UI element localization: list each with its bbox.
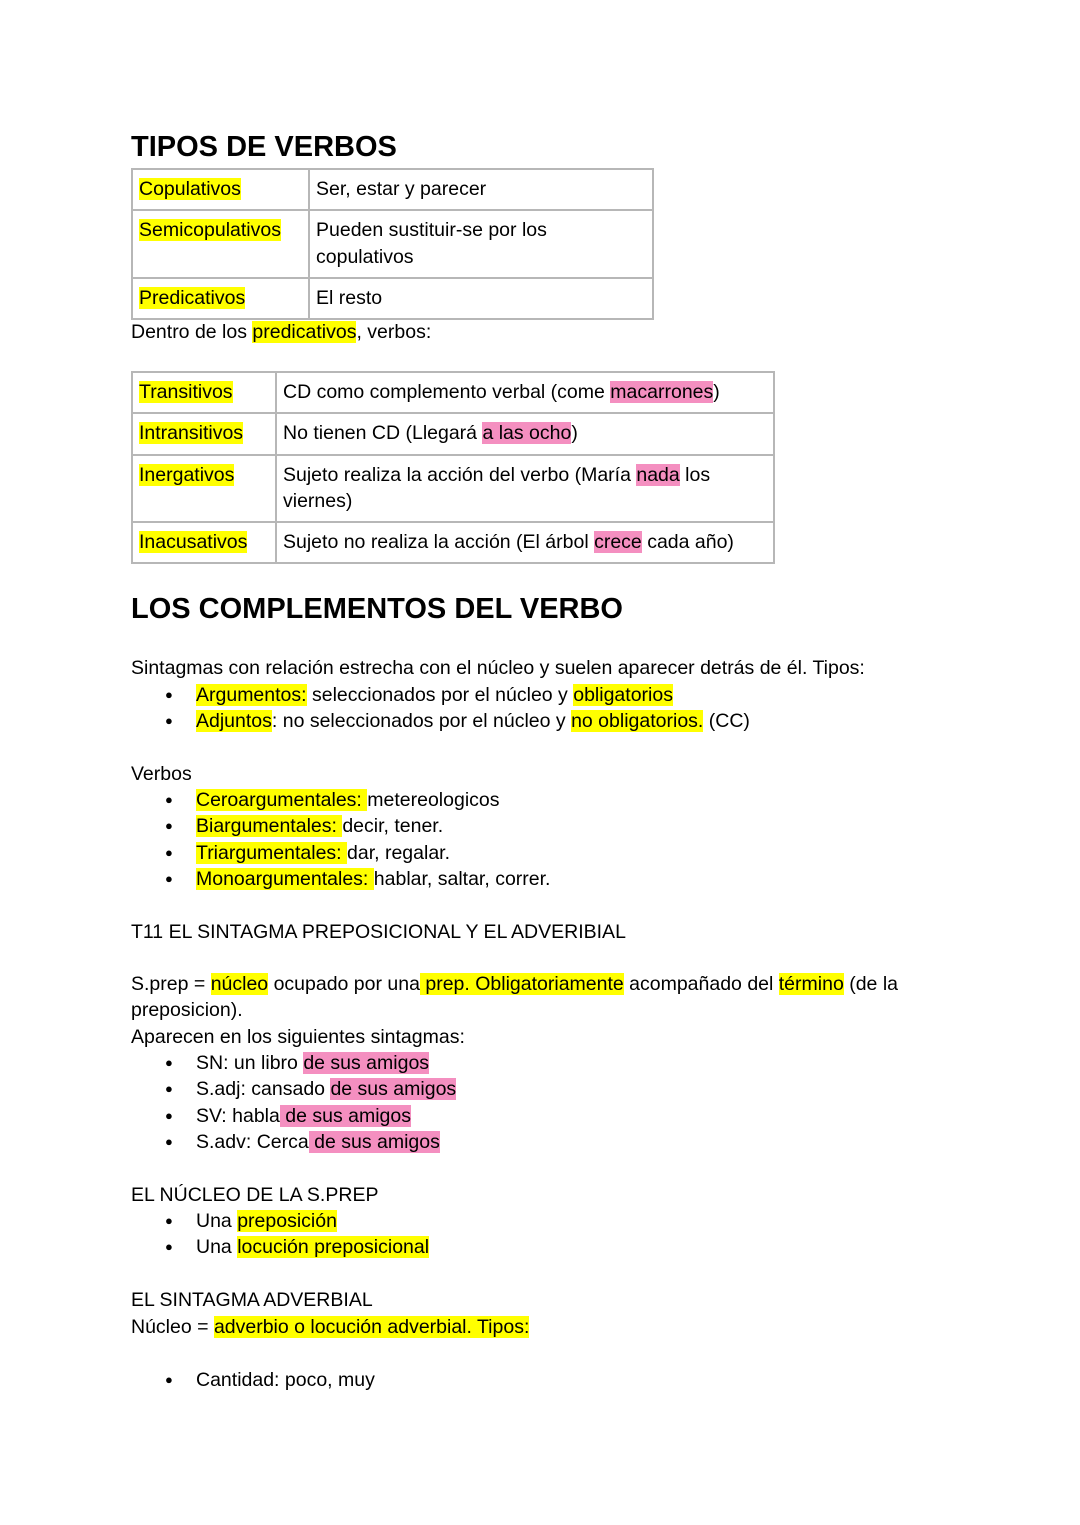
list-item: ● Biargumentales: decir, tener. <box>131 813 550 839</box>
sprep-definition: S.prep = núcleo ocupado por una prep. Obligatoriamente acompañado del término (de la <box>131 973 898 995</box>
definition-line2: copulativos <box>316 245 414 268</box>
complementos-intro: Sintagmas con relación estrecha con el núcleo y suelen aparecer detrás de él. Tipos: <box>131 657 865 679</box>
list-item: ● Argumentos: seleccionados por el núcleo y obligatorios <box>131 682 750 708</box>
table-row <box>132 210 653 278</box>
verb-types-table <box>131 168 654 320</box>
nucleus-list <box>131 1208 429 1261</box>
table-row <box>132 278 653 319</box>
term: Copulativos <box>139 178 241 200</box>
list-item: ● SV: habla de sus amigos <box>131 1103 456 1129</box>
list-item: ● S.adj: cansado de sus amigos <box>131 1076 456 1102</box>
term: Predicativos <box>139 286 246 309</box>
list-item: ● Monoargumentales: hablar, saltar, correr. <box>131 866 550 892</box>
definition: El resto <box>316 286 383 309</box>
table-row <box>132 169 653 210</box>
table-row: Transitivos CD como complemento verbal (come macarrones) <box>132 372 774 413</box>
complement-types-list <box>131 682 750 735</box>
list-item: ● SN: un libro de sus amigos <box>131 1050 456 1076</box>
table-row: Inergativos Sujeto realiza la acción del verbo (María nada los viernes) <box>132 455 774 523</box>
sprep-definition-line2: preposicion). <box>131 999 243 1021</box>
heading-tipos-de-verbos: TIPOS DE VERBOS <box>131 131 397 163</box>
list-item: ● Adjuntos: no seleccionados por el núcleo y no obligatorios. (CC) <box>131 708 750 734</box>
definition: Pueden sustituir-se por los <box>316 219 547 242</box>
heading-nucleo-sprep: EL NÚCLEO DE LA S.PREP <box>131 1184 379 1206</box>
table-row: Intransitivos No tienen CD (Llegará a las ocho) <box>132 413 774 454</box>
table-row: Inacusativos Sujeto no realiza la acción (El árbol crece cada año) <box>132 522 774 563</box>
list-item: ● S.adv: Cerca de sus amigos <box>131 1129 456 1155</box>
heading-sintagma-adverbial: EL SINTAGMA ADVERBIAL <box>131 1289 373 1311</box>
heading-t11: T11 EL SINTAGMA PREPOSICIONAL Y EL ADVERIBIAL <box>131 921 626 943</box>
list-item: ● Una locución preposicional <box>131 1234 429 1260</box>
term: Semicopulativos <box>139 219 281 242</box>
adverb-types-list <box>131 1367 375 1393</box>
heading-complementos: LOS COMPLEMENTOS DEL VERBO <box>131 593 623 625</box>
aparecen-text: Aparecen en los siguientes sintagmas: <box>131 1026 465 1048</box>
predicative-verbs-table <box>131 371 775 564</box>
verb-argument-list <box>131 787 550 892</box>
predicativos-intro: Dentro de los predicativos, verbos: <box>131 321 432 343</box>
list-item: ● Ceroargumentales: metereologicos <box>131 787 550 813</box>
sprep-examples-list <box>131 1050 456 1155</box>
list-item: ● Cantidad: poco, muy <box>131 1367 375 1393</box>
list-item: ● Triargumentales: dar, regalar. <box>131 840 550 866</box>
term: Inergativos <box>139 463 235 486</box>
adverbial-definition: Núcleo = adverbio o locución adverbial. Tipos: <box>131 1316 530 1338</box>
definition: Ser, estar y parecer <box>316 178 487 200</box>
list-item: ● Una preposición <box>131 1208 429 1234</box>
term: Inacusativos <box>139 531 248 554</box>
term: Transitivos <box>139 381 233 403</box>
verbos-label: Verbos <box>131 763 192 785</box>
term: Intransitivos <box>139 422 244 445</box>
